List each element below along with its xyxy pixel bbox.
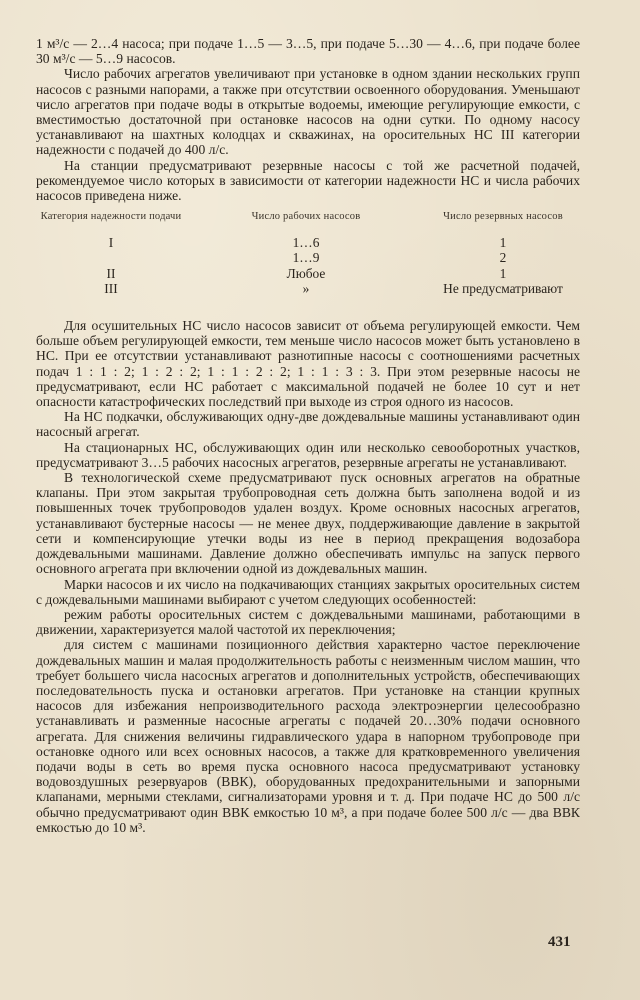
table-cell: Любое	[286, 265, 326, 281]
table-row	[36, 235, 580, 250]
table-header	[36, 211, 580, 223]
paragraph: Число рабочих агрегатов увеличивают при установке в одном здании нескольких групп насосов с разными напорами, а также при отсутствии освоенного оборудования. Уменьшают число агрегатов при подаче воды в открытые водоемы, имеющие регулирующие емкости, с вместимостью достаточной при остановке насосов на одни сутки. По одному насосу устанавливают на шахтных колодцах и скважинах, на оросительных НС III категории надежности с подачей до 400 л/с.	[36, 66, 580, 158]
table-cell: 1…9	[292, 250, 320, 266]
table-row	[36, 266, 580, 281]
paragraph: На НС подкачки, обслуживающих одну-две дождевальные машины устанавливают один насосный агрегат.	[36, 409, 580, 440]
header-working-pumps: Число рабочих насосов	[251, 211, 361, 223]
table-cell: 1	[499, 265, 507, 281]
reserve-pumps-table	[36, 211, 580, 296]
paragraph: Для осушительных НС число насосов зависит от объема регулирующей емкости. Чем больше объем регулирующей емкости, тем меньше число насосов может быть установлено в НС. При ее отсутствии устанавливают разнотипные насосы с соотношениями расчетных подач 1 : 1 : 2; 1 : 2 : 2; 1 : 1 : 2 : 2; 1 : 1 : 3 : 3. При этом резервные насосы не предусматривают, если НС работает с максимальной подачей не более 10 сут и нет опасности катастрофических последствий при выходе из строя одного из насосов.	[36, 318, 580, 410]
table-cell: Не предусматривают	[443, 280, 563, 296]
header-reserve-pumps: Число резервных насосов	[443, 211, 563, 223]
table-row	[36, 250, 580, 265]
paragraph: 1 м³/с — 2…4 насоса; при подаче 1…5 — 3…5, при подаче 5…30 — 4…6, при подаче более 30 м³/с — 5…9 насосов.	[36, 36, 580, 67]
paragraph: На станции предусматривают резервные насосы с той же расчетной подачей, рекомендуемое число которых в зависимости от категории надежности НС и числа рабочих насосов приведена ниже.	[36, 157, 580, 204]
paragraph: для систем с машинами позиционного действия характерно частое переключение дождевальных машин и малая продолжительность работы с неизменным числом машин, что требует большего числа насосных агрегатов и дополнительных устройств, обеспечивающих последовательность пуска и остановки агрегатов. При установке на станции крупных насосов для избежания непроизводительного расхода электроэнергии целесообразно устанавливать и разменные насосные агрегаты с подачей 20…30% подачи основного агрегата. Для снижения величины гидравлического удара в напорном трубопроводе при остановке одного или всех основных насосов, а также для кратковременного увеличения подачи воды в сеть во время пуска основного насоса предусматривают установку водовоздушных резервуаров (ВВК), оборудованных предохранительными и запорными клапанами, мерными стеклами, сигнализаторами уровня и т. д. При подаче НС до 500 л/с обычно предусматривают один ВВК емкостью 10 м³, а при подаче более 500 л/с — два ВВК емкостью до 10 м³.	[36, 637, 580, 835]
page-body	[36, 36, 580, 835]
paragraph: На стационарных НС, обслуживающих один или несколько севооборотных участков, предусматривают 3…5 рабочих насосных агрегатов, резервные агрегаты не устанавливают.	[36, 439, 580, 470]
table-cell: 1	[499, 235, 507, 251]
table-cell: III	[104, 280, 118, 296]
header-reliability-category: Категория надежности подачи	[40, 211, 182, 223]
table-cell: I	[108, 235, 114, 251]
table-cell	[36, 250, 186, 265]
paragraph: Марки насосов и их число на подкачивающих станциях закрытых оросительных систем с дождевальными машинами выбирают с учетом следующих особенностей:	[36, 576, 580, 607]
table-cell: II	[106, 265, 116, 281]
paragraph: В технологической схеме предусматривают пуск основных агрегатов на обратные клапаны. При этом закрытая трубопроводная сеть должна быть заполнена водой и из повышенных точек трубопроводов удален воздух. Кроме основных насосных агрегатов, устанавливают бустерные насосы — не менее двух, поддерживающие давление в закрытой сети и компенсирующие утечки воды из нее в период прекращения водозабора дождевальными машинами. Давление должно обеспечивать импульс на запуск первого основного агрегата при включении одной из дождевальных машин.	[36, 470, 580, 577]
paragraph: режим работы оросительных систем с дождевальными машинами, работающими в движении, характеризуется малой частотой их переключения;	[36, 606, 580, 638]
table-cell: 2	[499, 250, 507, 266]
page-number: 431	[548, 934, 571, 950]
table-cell: »	[302, 280, 310, 296]
spacer	[36, 308, 580, 318]
table-cell: 1…6	[292, 235, 320, 251]
table-row	[36, 281, 580, 296]
